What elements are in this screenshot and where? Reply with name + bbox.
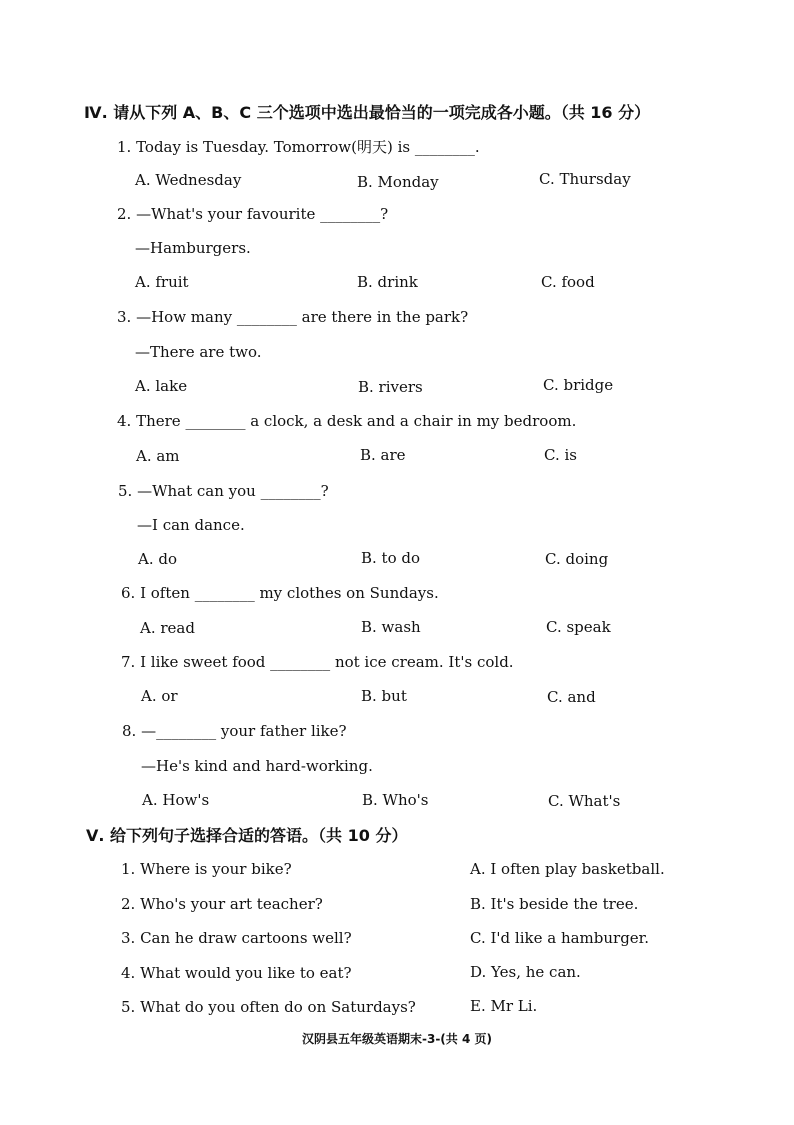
q2-option-b: B. drink — [357, 273, 418, 291]
q6-option-b: B. wash — [361, 618, 421, 636]
q5-option-a: A. do — [138, 550, 178, 568]
q1-option-a: A. Wednesday — [135, 171, 242, 189]
matching-answer-c: C. I'd like a hamburger. — [470, 929, 649, 947]
question-8: 8. —________ your father like? — [122, 722, 347, 740]
matching-answer-b: B. It's beside the tree. — [470, 895, 639, 913]
q2-option-a: A. fruit — [135, 273, 189, 291]
matching-answer-a: A. I often play basketball. — [470, 860, 665, 878]
question-5: 5. —What can you ________? — [118, 482, 329, 500]
q3-option-c: C. bridge — [543, 376, 614, 394]
question-1: 1. Today is Tuesday. Tomorrow(明天) is ________. — [117, 138, 480, 156]
matching-question-4: 4. What would you like to eat? — [121, 964, 352, 982]
question-3: 3. —How many ________ are there in the park? — [117, 308, 469, 326]
matching-question-3: 3. Can he draw cartoons well? — [121, 929, 352, 947]
matching-answer-e: E. Mr Li. — [470, 997, 538, 1015]
q8-option-b: B. Who's — [362, 791, 429, 809]
q1-option-b: B. Monday — [357, 173, 439, 191]
q8-option-a: A. How's — [142, 791, 210, 809]
matching-answer-d: D. Yes, he can. — [470, 963, 581, 981]
question-2-reply: —Hamburgers. — [135, 239, 251, 257]
q7-option-c: C. and — [547, 688, 596, 706]
q8-option-c: C. What's — [548, 792, 621, 810]
section-4-title: Ⅳ. 请从下列 A、B、C 三个选项中选出最恰当的一项完成各小题。（共 16 分） — [84, 103, 651, 122]
q4-option-a: A. am — [136, 447, 180, 465]
q1-option-c: C. Thursday — [539, 170, 631, 188]
page-footer: 汉阴县五年级英语期末-3-(共 4 页) — [302, 1032, 492, 1046]
question-2: 2. —What's your favourite ________? — [117, 205, 389, 223]
q6-option-a: A. read — [140, 619, 195, 637]
matching-question-2: 2. Who's your art teacher? — [121, 895, 323, 913]
section-5-title: Ⅴ. 给下列句子选择合适的答语。（共 10 分） — [86, 826, 408, 845]
question-7: 7. I like sweet food ________ not ice cream. It's cold. — [121, 653, 514, 671]
question-3-reply: —There are two. — [135, 343, 262, 361]
q6-option-c: C. speak — [546, 618, 611, 636]
q7-option-a: A. or — [141, 687, 178, 705]
question-6: 6. I often ________ my clothes on Sundays. — [121, 584, 439, 602]
question-8-reply: —He's kind and hard-working. — [141, 757, 373, 775]
q2-option-c: C. food — [541, 273, 595, 291]
matching-question-5: 5. What do you often do on Saturdays? — [121, 998, 416, 1016]
question-5-reply: —I can dance. — [137, 516, 245, 534]
q3-option-b: B. rivers — [358, 378, 423, 396]
q4-option-b: B. are — [360, 446, 406, 464]
question-4: 4. There ________ a clock, a desk and a chair in my bedroom. — [117, 412, 577, 430]
q5-option-c: C. doing — [545, 550, 609, 568]
q3-option-a: A. lake — [135, 377, 188, 395]
q4-option-c: C. is — [544, 446, 577, 464]
q7-option-b: B. but — [361, 687, 407, 705]
matching-question-1: 1. Where is your bike? — [121, 860, 292, 878]
q5-option-b: B. to do — [361, 549, 421, 567]
